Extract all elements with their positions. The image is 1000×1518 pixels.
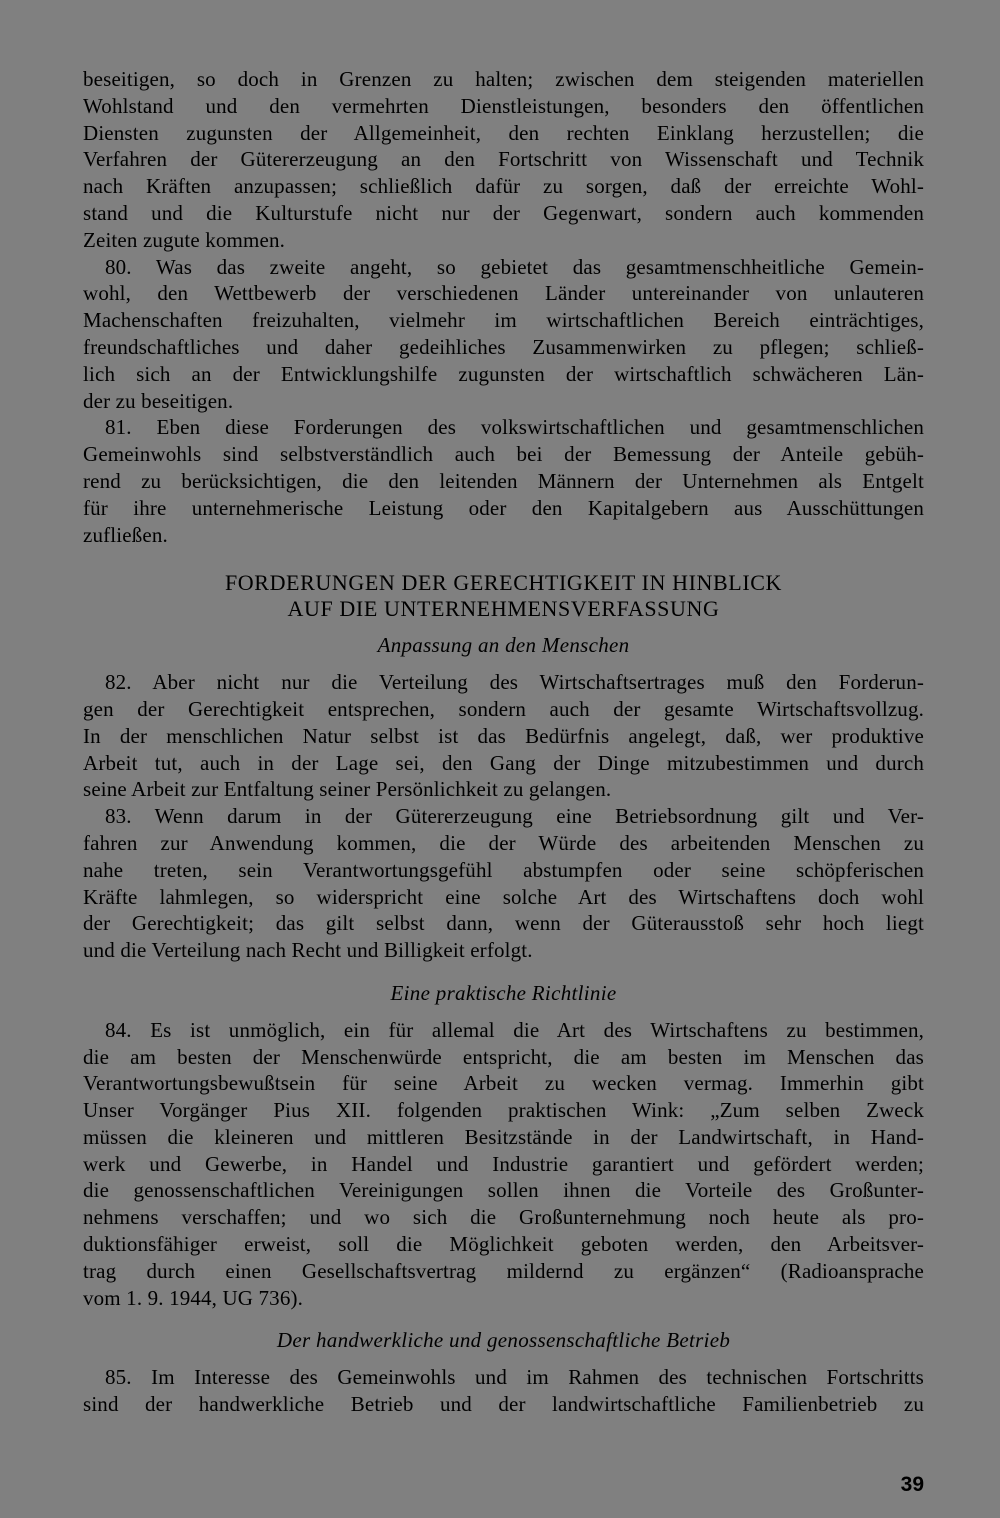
- text-line: Diensten zugunsten der Allgemeinheit, den rechten Einklang herzustellen; die: [83, 120, 924, 145]
- paragraph-80: [83, 254, 924, 415]
- text-line: In der menschlichen Natur selbst ist das Bedürfnis angelegt, daß, wer produktive: [83, 723, 924, 748]
- subheading: Anpassung an den Menschen: [377, 633, 630, 658]
- text-line: 80. Was das zweite angeht, so gebietet das gesamtmenschheitliche Gemein-: [105, 254, 924, 279]
- subheading: Der handwerkliche und genossenschaftliche Betrieb: [276, 1328, 731, 1353]
- page-number: 39: [900, 1473, 924, 1496]
- text-line: werk und Gewerbe, in Handel und Industrie garantiert und gefördert werden;: [83, 1151, 924, 1176]
- text-line: nach Kräften anzupassen; schließlich dafür zu sorgen, daß der erreichte Wohl-: [83, 174, 924, 199]
- text-line: fahren zur Anwendung kommen, die der Würde des arbeitenden Menschen zu: [83, 830, 924, 855]
- text-line: Verantwortungsbewußtsein für seine Arbeit zu wecken vermag. Immerhin gibt: [83, 1071, 924, 1096]
- text-line: 82. Aber nicht nur die Verteilung des Wirtschaftsertrages muß den Forderun-: [105, 670, 924, 695]
- text-line: müssen die kleineren und mittleren Besitzstände in der Landwirtschaft, in Hand-: [83, 1124, 924, 1149]
- text-line: nahe treten, sein Verantwortungsgefühl abstumpfen oder seine schöpferischen: [83, 857, 924, 882]
- text-line: Wohlstand und den vermehrten Dienstleistungen, besonders den öffentlichen: [83, 93, 924, 118]
- text-line: Zeiten zugute kommen.: [83, 227, 286, 252]
- text-line: Gemeinwohls sind selbstverständlich auch bei der Bemessung der Anteile gebüh-: [83, 442, 924, 467]
- text-line: die am besten der Menschenwürde entspricht, die am besten im Menschen das: [83, 1044, 924, 1069]
- text-line: freundschaftliches und daher gedeihliches Zusammenwirken zu pflegen; schließ-: [83, 334, 924, 359]
- text-line: zufließen.: [83, 522, 168, 547]
- text-line: vom 1. 9. 1944, UG 736).: [83, 1285, 304, 1310]
- text-line: rend zu berücksichtigen, die den leitenden Männern der Unternehmen als Entgelt: [83, 468, 924, 493]
- text-line: sind der handwerkliche Betrieb und der landwirtschaftliche Familienbetrieb zu: [83, 1392, 924, 1417]
- section-title: FORDERUNGEN DER GERECHTIGKEIT IN HINBLICK: [224, 570, 783, 596]
- page-body: [83, 66, 924, 1418]
- text-line: die genossenschaftlichen Vereinigungen sollen ihnen die Vorteile des Großunter-: [83, 1178, 924, 1203]
- paragraph-81: [83, 414, 924, 548]
- text-line: 85. Im Interesse des Gemeinwohls und im Rahmen des technischen Fortschritts: [105, 1365, 924, 1390]
- text-line: Machenschaften freizuhalten, vielmehr im wirtschaftlichen Bereich einträchtiges,: [83, 308, 924, 333]
- text-line: stand und die Kulturstufe nicht nur der Gegenwart, sondern auch kommenden: [83, 200, 924, 225]
- text-line: 84. Es ist unmöglich, ein für allemal die Art des Wirtschaftens zu bestimmen,: [105, 1017, 924, 1042]
- text-line: der Gerechtigkeit; das gilt selbst dann, wenn der Güterausstoß sehr hoch liegt: [83, 911, 924, 936]
- text-line: für ihre unternehmerische Leistung oder den Kapitalgebern aus Ausschüttungen: [83, 495, 924, 520]
- text-line: beseitigen, so doch in Grenzen zu halten; zwischen dem steigenden materiellen: [83, 67, 924, 91]
- text-line: lich sich an der Entwicklungshilfe zugunsten der wirtschaftlich schwächeren Län-: [83, 361, 924, 386]
- text-line: und die Verteilung nach Recht und Billigkeit erfolgt.: [83, 938, 533, 963]
- text-line: Unser Vorgänger Pius XII. folgenden praktischen Wink: „Zum selben Zweck: [83, 1098, 924, 1123]
- text-line: trag durch einen Gesellschaftsvertrag mildernd zu ergänzen“ (Radioansprache: [83, 1258, 924, 1283]
- text-line: Kräfte lahmlegen, so widerspricht eine solche Art des Wirtschaftens doch wohl: [83, 884, 924, 909]
- text-line: Verfahren der Gütererzeugung an den Fortschritt von Wissenschaft und Technik: [83, 147, 924, 172]
- section-title: AUF DIE UNTERNEHMENSVERFASSUNG: [287, 596, 720, 622]
- paragraph-continuation: [83, 66, 924, 254]
- text-line: der zu beseitigen.: [83, 388, 234, 413]
- paragraph-83: [83, 803, 924, 964]
- text-line: nehmens verschaffen; und wo sich die Großunternehmung noch heute als pro-: [83, 1205, 924, 1230]
- paragraph-82: [83, 669, 924, 803]
- paragraph-84: [83, 1017, 924, 1312]
- text-line: wohl, den Wettbewerb der verschiedenen Länder untereinander von unlauteren: [83, 281, 924, 306]
- text-line: 81. Eben diese Forderungen des volkswirtschaftlichen und gesamtmenschlichen: [105, 415, 924, 440]
- text-line: Arbeit tut, auch in der Lage sei, den Gang der Dinge mitzubestimmen und durch: [83, 750, 924, 775]
- text-line: 83. Wenn darum in der Gütererzeugung eine Betriebsordnung gilt und Ver-: [105, 804, 924, 829]
- paragraph-85: [83, 1364, 924, 1418]
- text-line: duktionsfähiger erweist, soll die Möglichkeit geboten werden, den Arbeitsver-: [83, 1232, 924, 1257]
- subheading: Eine praktische Richtlinie: [390, 980, 617, 1005]
- text-line: seine Arbeit zur Entfaltung seiner Persönlichkeit zu gelangen.: [83, 777, 612, 802]
- text-line: gen der Gerechtigkeit entsprechen, sondern auch der gesamte Wirtschaftsvollzug.: [83, 696, 924, 721]
